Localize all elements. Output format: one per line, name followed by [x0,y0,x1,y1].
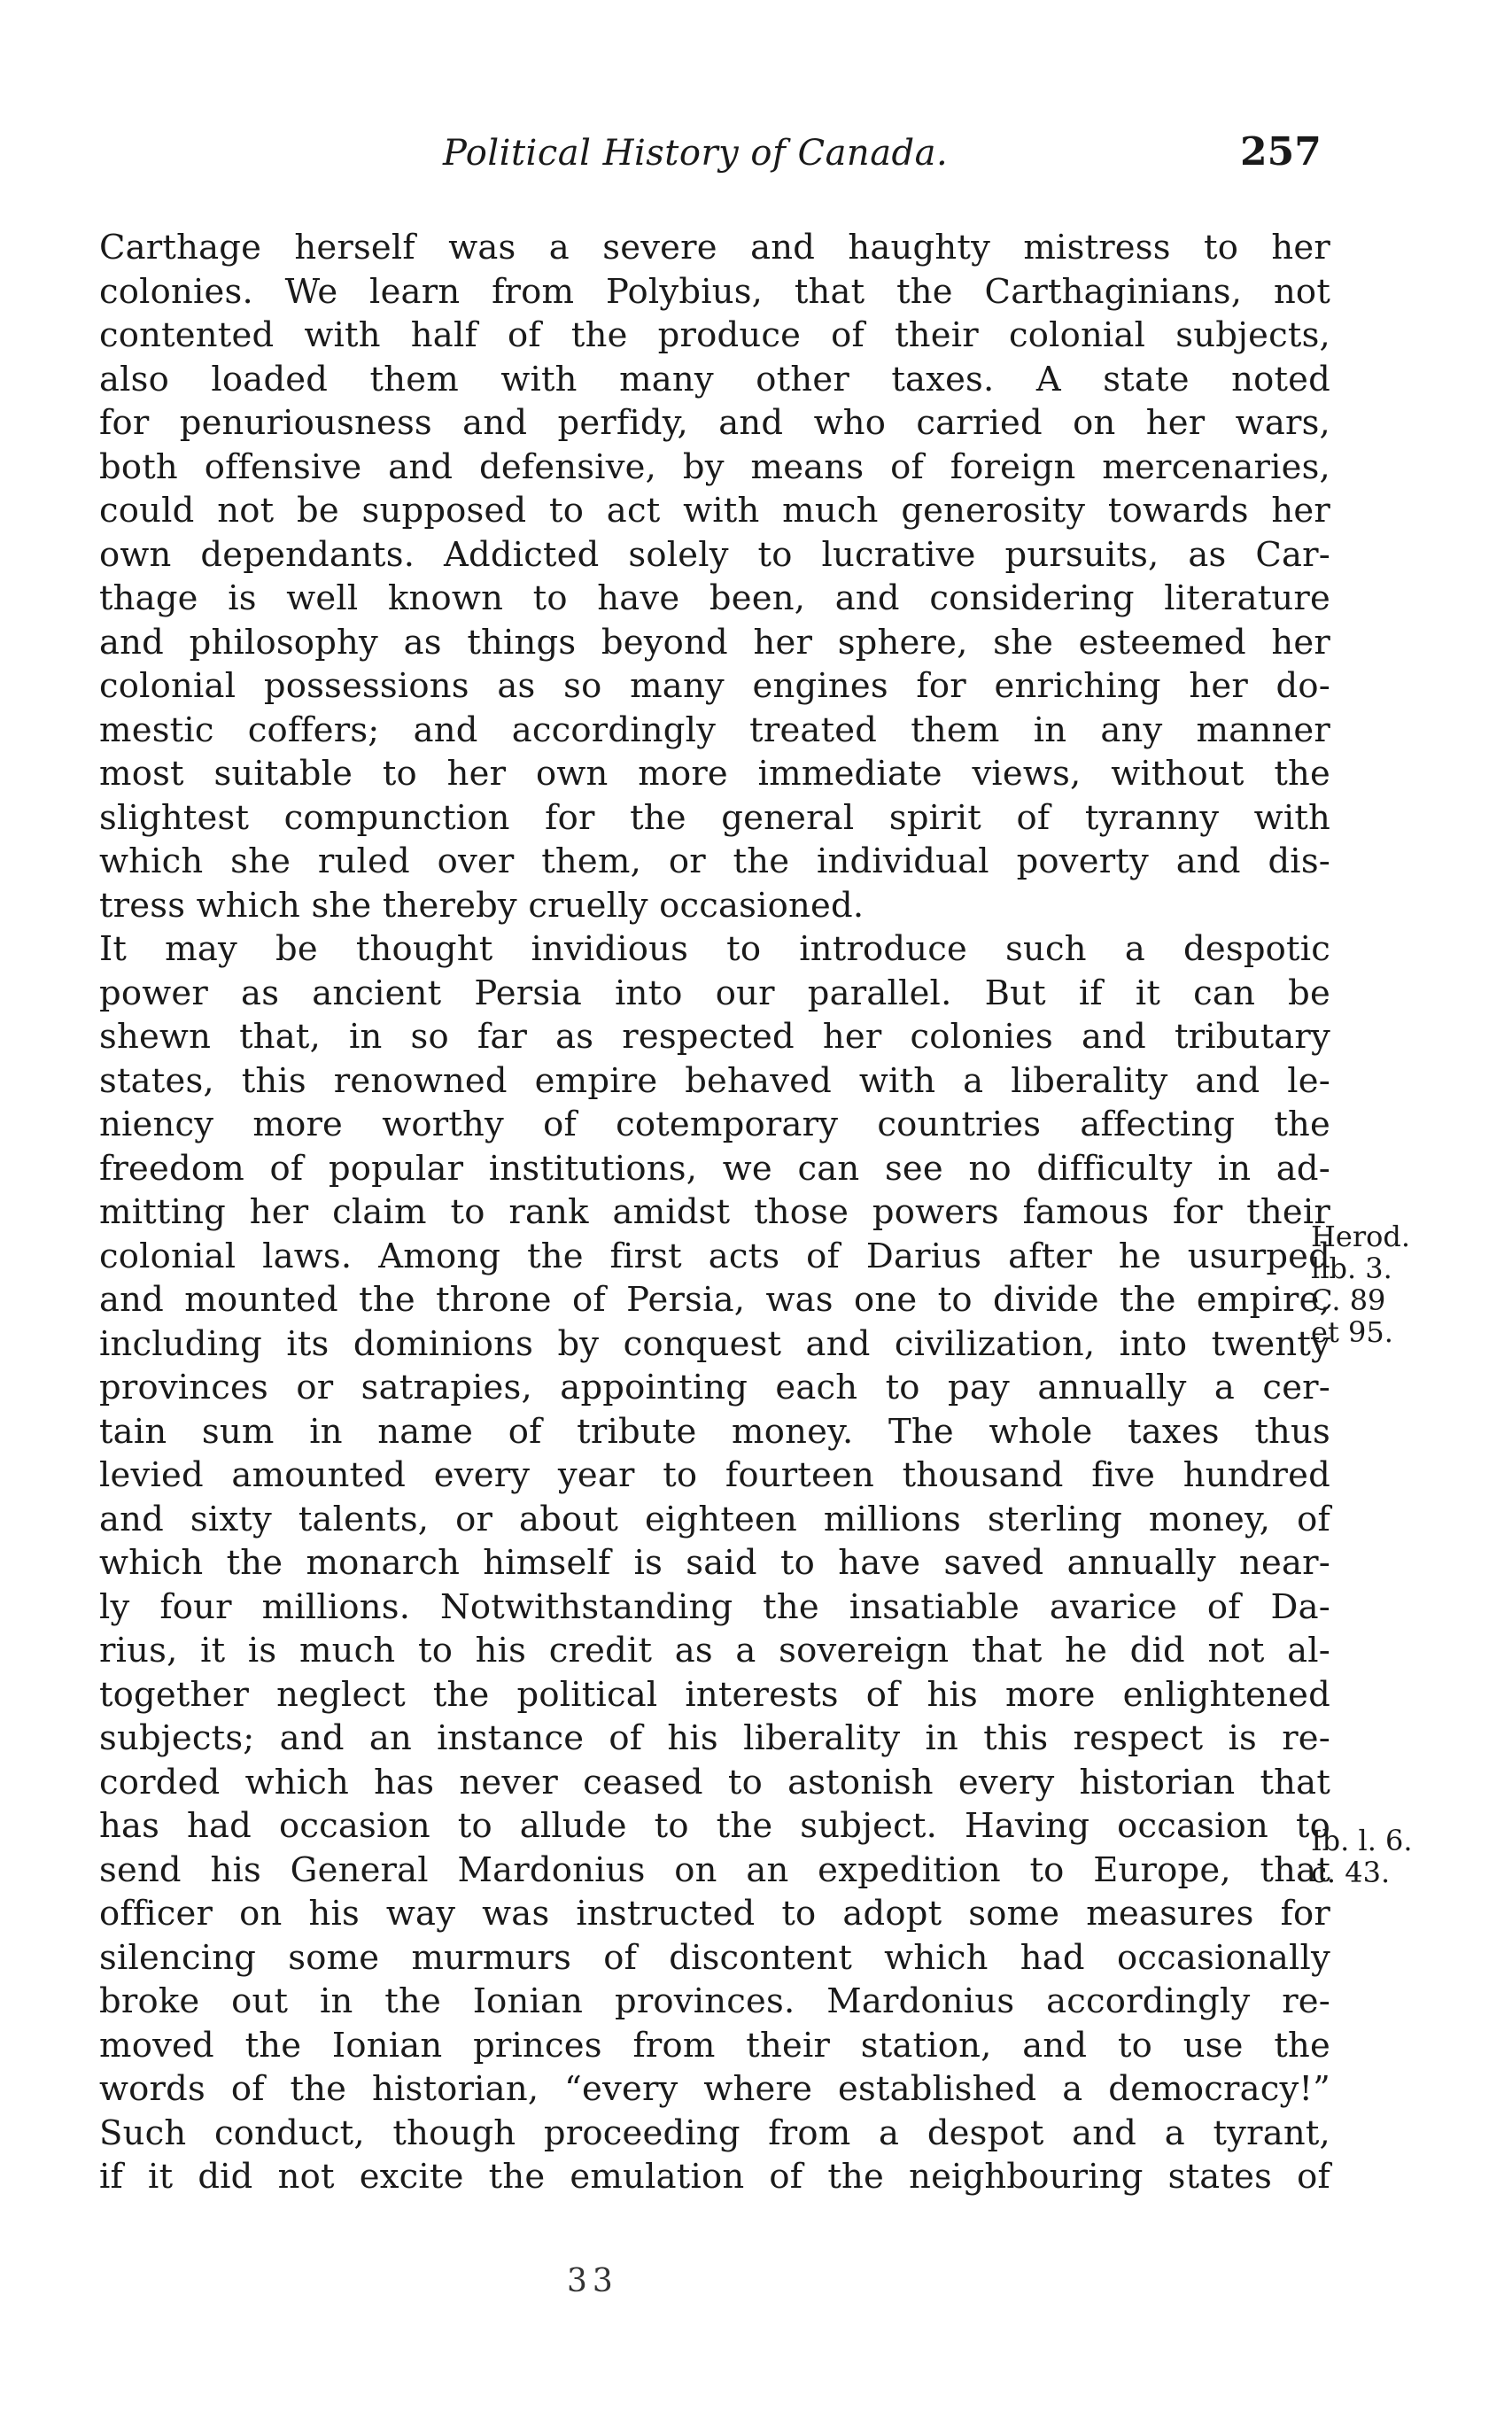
text-line: could not be supposed to act with much generosity towards her [99,491,1330,531]
text-line: officer on his way was instructed to adopt some measures for [99,1894,1330,1934]
text-line: Carthage herself was a severe and haughty mistress to her [99,228,1330,267]
text-line: mitting her claim to rank amidst those powers famous for their [99,1192,1330,1232]
text-line: subjects; and an instance of his liberality in this respect is re- [99,1718,1330,1758]
text-line: slightest compunction for the general spirit of tyranny with [99,797,1330,838]
text-line: most suitable to her own more immediate views, without the [99,754,1330,794]
text-line: also loaded them with many other taxes. A state noted [99,359,1330,399]
text-line: power as ancient Persia into our parallel. But if it can be [99,973,1330,1013]
text-line: rius, it is much to his credit as a sovereign that he did not al- [99,1631,1330,1670]
margin-note-line: lib. 3. [1311,1252,1392,1285]
text-line: if it did not excite the emulation of the neighbouring states of [99,2157,1330,2197]
margin-note-line: et 95. [1311,1315,1393,1349]
running-head-title: Political History of Canada. [443,133,949,174]
text-line: provinces or satrapies, appointing each to pay annually a cer- [99,1368,1330,1407]
text-line: colonies. We learn from Polybius, that the Carthaginians, not [99,271,1330,312]
text-line: has had occasion to allude to the subject. Having occasion to [99,1806,1330,1846]
text-line: for penuriousness and perfidy, and who carried on her wars, [99,403,1330,443]
text-line: and sixty talents, or about eighteen millions sterling money, of [99,1499,1330,1539]
text-line: send his General Mardonius on an expedition to Europe, that [99,1849,1330,1890]
text-line: words of the historian, “every where established a democracy!” [99,2069,1330,2109]
text-line: mestic coffers; and accordingly treated them in any manner [99,709,1330,750]
margin-note-line: C. 89 [1311,1283,1386,1317]
text-line: niency more worthy of cotemporary countries affecting the [99,1105,1330,1144]
text-line: levied amounted every year to fourteen thousand five hundred [99,1455,1330,1495]
text-line: both offensive and defensive, by means of foreign mercenaries, [99,446,1330,487]
margin-note-herodotus [1311,1221,1410,1348]
text-line: moved the Ionian princes from their station, and to use the [99,2025,1330,2066]
page-number: 257 [1240,129,1322,174]
text-line: and philosophy as things beyond her sphere, she esteemed her [99,622,1330,663]
text-line: and mounted the throne of Persia, was one to divide the empire, [99,1280,1330,1320]
margin-note-line: Herod. [1311,1220,1411,1253]
text-line: thage is well known to have been, and considering literature [99,578,1330,618]
text-line: shewn that, in so far as respected her colonies and tributary [99,1017,1330,1057]
text-line: states, this renowned empire behaved with a liberality and le- [99,1060,1330,1101]
text-line: which the monarch himself is said to have saved annually near- [99,1543,1330,1583]
text-line: colonial possessions as so many engines for enriching her do- [99,666,1330,706]
margin-note-ibid [1311,1825,1413,1888]
text-line: tress which she thereby cruelly occasioned. [99,885,865,926]
text-line: colonial laws. Among the first acts of Darius after he usurped [99,1236,1330,1276]
text-line: tain sum in name of tribute money. The whole taxes thus [99,1411,1330,1452]
text-line: together neglect the political interests of his more enlightened [99,1674,1330,1715]
signature-mark: 33 [567,2263,618,2299]
margin-note-line: c. 43. [1311,1856,1391,1889]
text-line: ly four millions. Notwithstanding the insatiable avarice of Da- [99,1586,1330,1627]
text-line: which she ruled over them, or the individual poverty and dis- [99,841,1330,881]
text-line: contented with half of the produce of their colonial subjects, [99,315,1330,355]
text-line: It may be thought invidious to introduce such a despotic [99,929,1330,969]
text-line: broke out in the Ionian provinces. Mardonius accordingly re- [99,1981,1330,2021]
text-line: freedom of popular institutions, we can see no difficulty in ad- [99,1148,1330,1189]
text-line: own dependants. Addicted solely to lucrative pursuits, as Car- [99,534,1330,575]
text-line: including its dominions by conquest and civilization, into twenty [99,1323,1330,1364]
text-line: Such conduct, though proceeding from a despot and a tyrant, [99,2112,1330,2153]
text-line: silencing some murmurs of discontent which had occasionally [99,1937,1330,1978]
margin-note-line: Ib. l. 6. [1311,1824,1413,1857]
body-text [99,226,1330,2199]
text-line: corded which has never ceased to astonish every historian that [99,1762,1330,1802]
